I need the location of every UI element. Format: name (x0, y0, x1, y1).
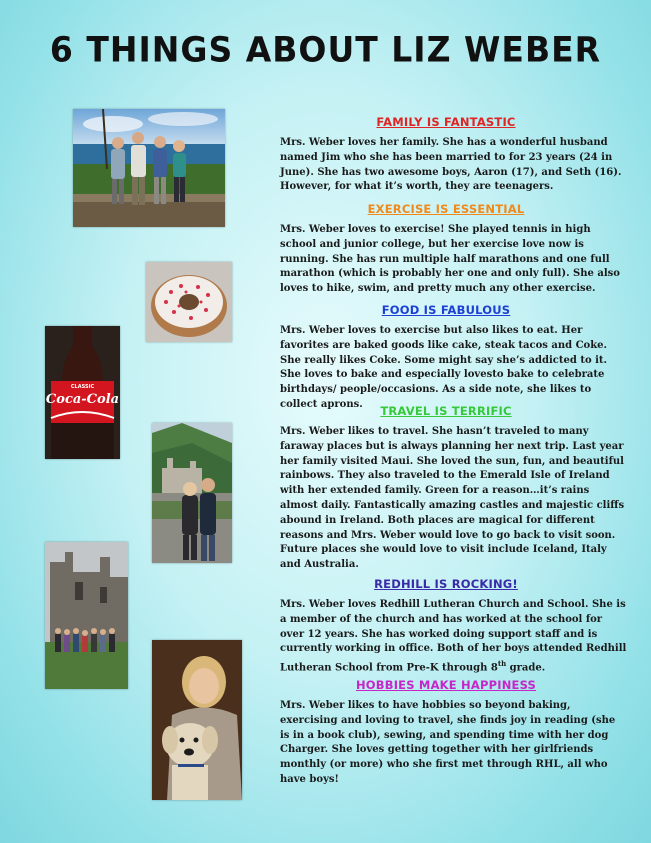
exercise-heading: EXERCISE IS ESSENTIAL (367, 202, 525, 216)
hobbies-heading: HOBBIES MAKE HAPPINESS (355, 678, 537, 692)
food-paragraph: Mrs. Weber loves to exercise but also likes to eat. Her favorites are baked goods like cake, steak tacos and Coke. She really likes Coke. Some might say she’s addicted to it. She loves to bake and especially lovesto bake to celebrate birthdays/ people/occasions. As a side note, she likes to collect aprons. (280, 325, 608, 410)
family-beach-photo (73, 109, 225, 227)
family-heading: FAMILY IS FANTASTIC (376, 115, 516, 129)
ireland-couple-photo (152, 423, 232, 563)
coke-classic-text: CLASSIC (70, 384, 95, 390)
coke-logo-text: Coca-Cola (45, 392, 120, 407)
family-paragraph: Mrs. Weber loves her family. She has a wonderful husband named Jim who she has been married to for 23 years (24 in June). She has two awesome boys, Aaron (17), and Seth (16). However, for what it’s worth, they are teenagers. (280, 137, 622, 193)
redhill-heading: REDHILL IS ROCKING! (374, 577, 518, 591)
travel-paragraph: Mrs. Weber likes to travel. She hasn’t traveled to many faraway places but is always planning her next trip. Last year her family visited Maui. She loved the sun, fun, and beautiful rainbows. They also traveled to the Emerald Isle of Ireland with her extended family. Green for a reason…it’s rains almost daily. Fantastically amazing castles and majestic cliffs abound in Ireland. Both places are magical for different reasons and Mrs. Weber would love to go back to visit soon. Future places she would love to visit include Iceland, Italy and Australia. (280, 426, 625, 571)
food-heading: FOOD IS FABULOUS (381, 303, 511, 317)
redhill-text-main: Mrs. Weber loves Redhill Lutheran Church and School. She is a member of the church and has worked at the school for over 12 years. She has worked doing support staff and is currently working in office. Both of her boys attended Redhill Lutheran School from Pre-K through 8 (280, 599, 627, 674)
travel-heading: TRAVEL IS TERRIFIC (380, 404, 512, 418)
hobbies-paragraph: Mrs. Weber likes to have hobbies so beyond baking, exercising and loving to travel, she finds joy in reading (she is in a book club), sewing, and spending time with her dog Charger. She loves getting together with her girlfriends monthly (or more) who she first met through RHL, all who have boys! (280, 700, 616, 785)
liz-with-dog-photo (152, 640, 242, 800)
redhill-text-end: grade. (506, 662, 546, 674)
page-title: 6 THINGS ABOUT LIZ WEBER (49, 29, 602, 70)
coke-bottle-photo (45, 326, 120, 459)
redhill-text-sup: th (497, 659, 507, 669)
cake-photo (146, 262, 232, 342)
redhill-paragraph (280, 598, 628, 676)
abbey-group-photo (45, 542, 128, 689)
exercise-paragraph: Mrs. Weber loves to exercise! She played tennis in high school and junior college, but her exercise love now is running. She has run multiple half marathons and one full marathon (which is probably her one and only full). She also loves to hike, swim, and pretty much any other exercise. (280, 224, 620, 295)
